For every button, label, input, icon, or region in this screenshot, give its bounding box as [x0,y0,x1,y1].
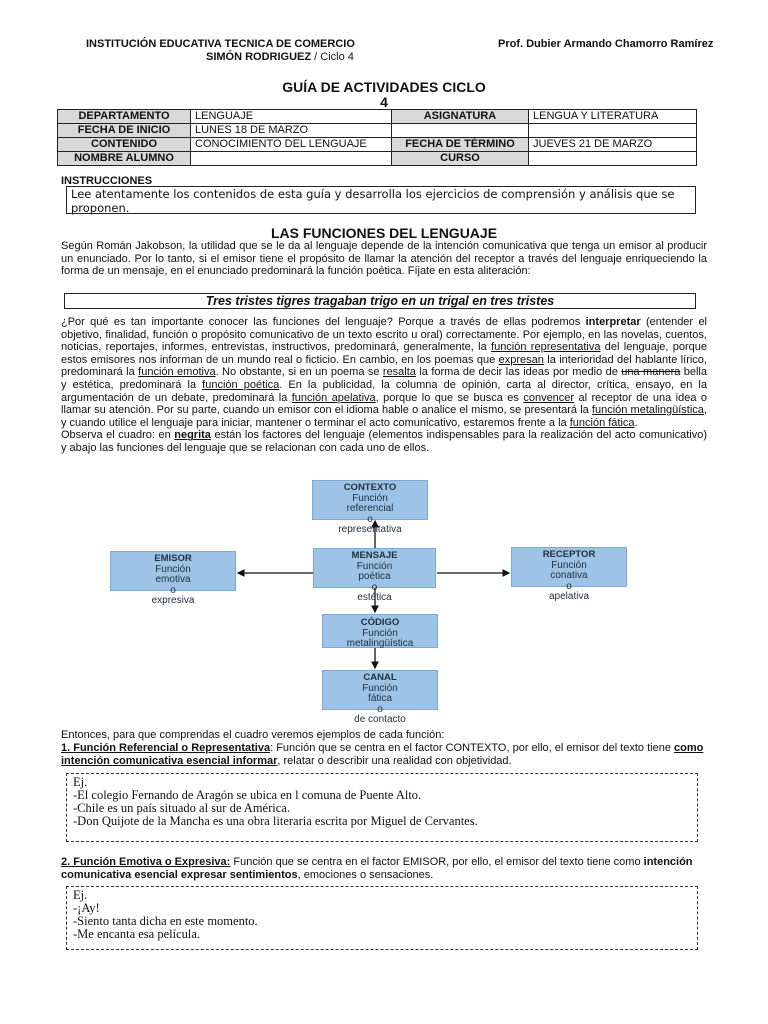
node-title: EMISOR [154,553,192,564]
text-run: bella y estética, predominará la [61,366,707,391]
keyword: como intención comunicativa esencial informar [61,742,704,767]
contenido-value: CONOCIMIENTO DEL LENGUAJE [191,138,392,152]
text-run: del lenguaje, porque estos emisores nos informan de un mundo real o ficticio. En cambio, en los poemas que [61,341,707,366]
example-label: Ej. [73,888,88,902]
node-line: referencial [346,503,394,514]
node-line: o [170,584,176,596]
keyword: resalta [382,366,416,379]
node-emisor [110,551,236,606]
keyword: función metalingüística [591,404,704,417]
node-line: representativa [338,524,402,535]
nombre-alumno-label: NOMBRE ALUMNO [58,152,191,166]
after-diagram-text: Entonces, para que comprendas el cuadro veremos ejemplos de cada función: [61,729,445,741]
text-run: ¿Por qué es tan importante conocer las funciones del lenguaje? Porque a través de ellas podremos [61,316,586,328]
node-line: apelativa [548,591,590,602]
node-title: CÓDIGO [360,617,400,628]
example-item: -Don Quijote de la Mancha es una obra literaria escrita por Miguel de Cervantes. [73,814,478,828]
function-1-description [61,742,707,768]
keyword: expresan [498,353,544,366]
keyword: función representativa [491,341,601,354]
example-label: Ej. [73,775,88,789]
departamento-label: DEPARTAMENTO [58,110,191,124]
node-line: fática [368,693,392,704]
keyword: función poética [202,378,280,391]
text-run: : Función que se centra en el factor CONTEXTO, por ello, el emisor del texto tiene [270,742,675,754]
institution-name-2: SIMÓN RODRIGUEZ [206,51,312,63]
node-line: o [566,580,572,592]
text-run: al receptor de una idea o llamar su atención. Por su parte, cuando un emisor con el idioma hable o analice el mismo, se presentará la [61,391,707,417]
node-line: o [371,581,378,593]
teacher-name: Prof. Dubier Armando Chamorro Ramírez [498,38,714,50]
text-run: la forma de decir las ideas por medio de [415,366,622,379]
function-1-heading: 1. Función Referencial o Representativa [61,742,271,754]
keyword: interpretar [585,316,641,328]
keyword: función fática [569,416,635,429]
example-item: -¡Ay! [73,901,100,915]
example-item: -Chile es un país situado al sur de América. [73,801,290,815]
node-title: CANAL [363,672,397,683]
example-item: -Me encanta esa película. [73,927,201,941]
node-title: CONTEXTO [343,482,397,493]
node-canal [322,670,438,725]
keyword: función emotiva [138,366,216,379]
text-run: , porque lo que se busca es [375,391,524,404]
node-mensaje [313,548,436,603]
node-line: Función [155,563,191,575]
instructions-text: Lee atentamente los contenidos de esta guía y desarrolla los ejercicios de comprensión y análisis que se proponen. [71,187,675,215]
node-line: expresiva [151,595,195,606]
node-line: metalingüística [346,638,414,649]
text-run: , relatar o describir una realidad con objetividad. [277,755,512,767]
guide-title: GUÍA DE ACTIVIDADES CICLO [282,79,486,95]
cycle-label: / Ciclo 4 [311,51,354,63]
intro-paragraph: Según Román Jakobson, la utilidad que se le da al lenguaje depende de la intención comunicativa que tenga un emisor al producir un enunciado. Por lo tanto, si el emisor tiene el propósito de llamar la atención del receptor a través del lenguaje enriqueciendo la forma de un mensaje, en el enunciado predominará la función poética. Fíjate en esta aliteración: [61,240,707,278]
guide-number: 4 [380,94,388,110]
curso-label: CURSO [392,152,529,166]
text-run: , emociones o sensaciones. [297,869,434,881]
node-line: o [367,513,373,525]
keyword: función apelativa [291,391,376,404]
function-2-examples [66,886,698,950]
alliteration-text: Tres tristes tigres tragaban trigo en un trigal en tres tristes [205,294,555,308]
fecha-termino-value: JUEVES 21 DE MARZO [529,138,697,152]
instructions-label: INSTRUCCIONES [61,175,153,187]
node-line: Función [352,492,388,504]
function-2-description [61,856,707,882]
node-receptor [511,547,627,602]
node-line: conativa [550,570,588,581]
node-line: Función [551,559,587,571]
fecha-inicio-value: LUNES 18 DE MARZO [191,124,392,138]
keyword: una manera [621,366,681,379]
fecha-termino-label: FECHA DE TÉRMINO [392,138,529,152]
section-title: LAS FUNCIONES DEL LENGUAJE [270,225,498,241]
asignatura-value: LENGUA Y LITERATURA [529,110,697,124]
text-run: Función que se centra en el factor EMISOR, por ello, el emisor del texto tiene como [230,856,644,868]
fecha-inicio-label: FECHA DE INICIO [58,124,191,138]
text-run: . No obstante, si en un poema se [215,366,383,379]
text-run: (entender el objetivo, finalidad, función o propósito comunicativo de un texto escrito u oral) correctamente. Por ejemplo, en las novelas, cuentos, noticias, reportajes, informes, entrevistas, instructivos, predominará, generalmente, la [61,316,708,354]
function-2-heading: 2. Función Emotiva o Expresiva: [61,856,231,868]
text-run: , y cuando utilice el lenguaje para iniciar, mantener o terminar el acto comunicativo, estaremos frente a la [61,404,707,429]
node-line: o [377,703,383,715]
node-line: poética [358,571,391,582]
keyword: intención comunicativa esencial expresar sentimientos [61,856,693,881]
node-line: de contacto [354,714,406,725]
text-run: la interioridad del hablante lírico, predominará la [61,353,707,379]
text-run: . En la publicidad, la columna de opinión, carta al director, crítica, ensayo, en la argumentación de un debate, predominará la [61,378,707,404]
function-1-examples [66,773,698,842]
contenido-label: CONTENIDO [58,138,191,152]
node-title: MENSAJE [351,550,398,561]
keyword: convencer [523,391,575,404]
node-line: estética [357,592,392,603]
text-run: . [634,416,638,429]
example-item: -Siento tanta dicha en este momento. [73,914,258,928]
text-run: Observa el cuadro: en [61,429,175,442]
text-run: están los factores del lenguaje (elementos indispensables para la realización del acto comunicativo) y abajo las funciones del lenguaje que se relacionan con cada uno de ellos. [61,429,707,454]
node-contexto [312,480,428,535]
example-item: -El colegio Fernando de Aragón se ubica en l comuna de Puente Alto. [73,788,422,802]
departamento-value: LENGUAJE [191,110,392,124]
keyword: negrita [174,429,211,442]
asignatura-label: ASIGNATURA [392,110,529,124]
node-line: Función [362,627,398,639]
node-line: emotiva [155,574,191,585]
node-codigo [322,614,438,648]
node-line: Función [356,560,393,572]
node-line: Función [362,682,398,694]
node-title: RECEPTOR [542,549,596,560]
institution-name: INSTITUCIÓN EDUCATIVA TECNICA DE COMERCIO [86,38,355,50]
